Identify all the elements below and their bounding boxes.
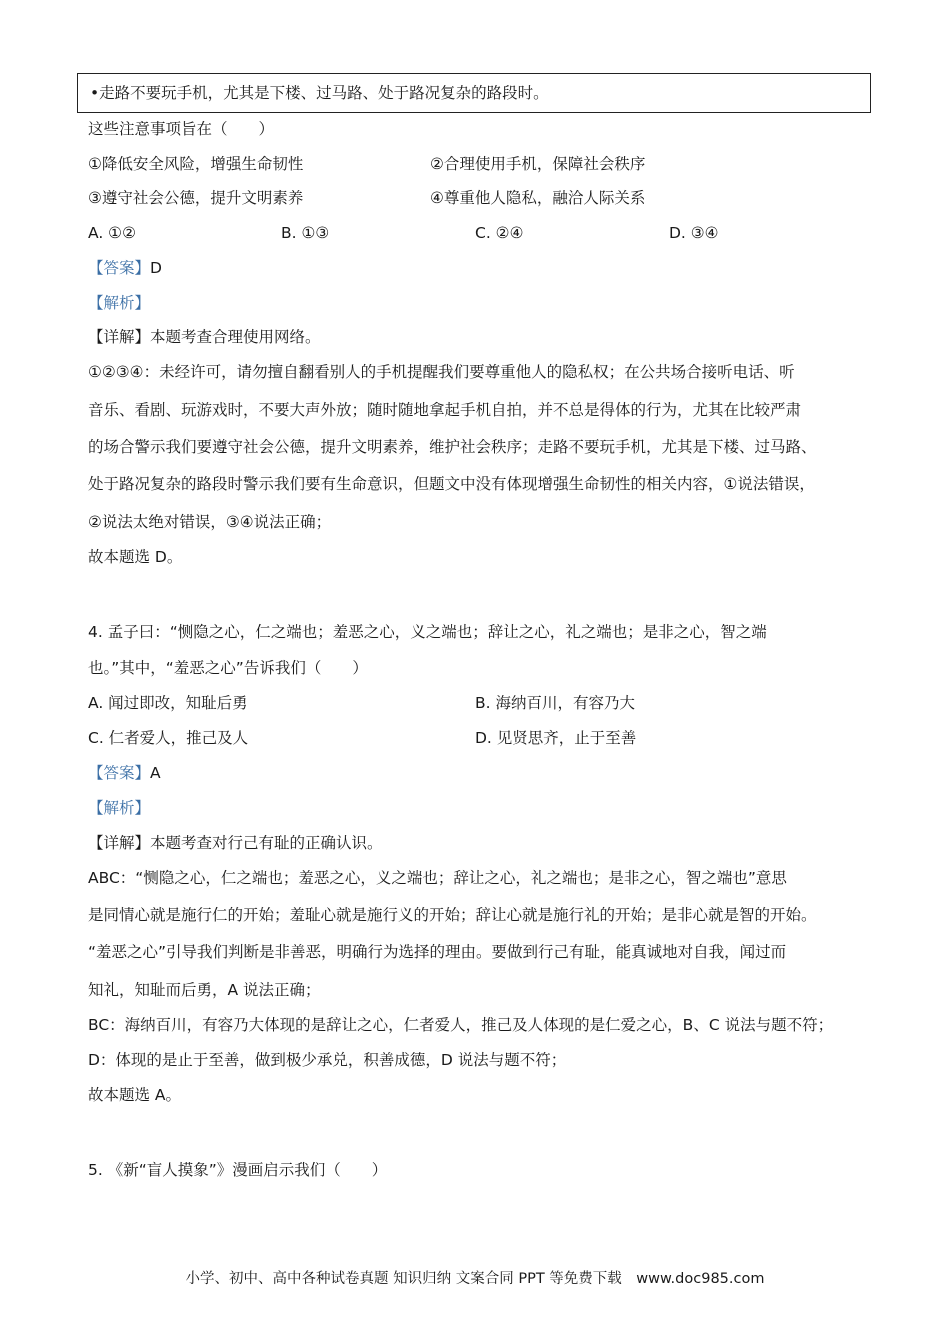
q3-explanation-line-2: 音乐、看剧、玩游戏时，不要大声外放；随时随地拿起手机自拍，并不总是得体的行为，尤其在比较严肃	[88, 401, 802, 419]
q3-statement-3: ③遵守社会公德，提升文明素养	[88, 189, 304, 207]
q4-explanation-line-2: 是同情心就是施行仁的开始；羞耻心就是施行义的开始；辞让心就是施行礼的开始；是非心就是智的开始。	[88, 906, 817, 924]
quoted-box	[77, 73, 871, 113]
q5-stem: 5. 《新“盲人摸象”》漫画启示我们（ ）	[88, 1161, 388, 1179]
q3-option-c: C. ②④	[475, 224, 524, 242]
q3-statement-1: ①降低安全风险，增强生命韧性	[88, 155, 304, 173]
q3-conclusion: 故本题选 D。	[88, 548, 183, 566]
q4-explanation-line-5: BC：海纳百川，有容乃大体现的是辞让之心，仁者爱人，推己及人体现的是仁爱之心，B、C 说法与题不符；	[88, 1016, 834, 1034]
q4-stem-line-2: 也。”其中，“羞恶之心”告诉我们（ ）	[88, 659, 368, 677]
q3-analysis-label: 【解析】	[88, 294, 151, 312]
q3-stem: 这些注意事项旨在（ ）	[88, 120, 275, 138]
q4-conclusion: 故本题选 A。	[88, 1086, 182, 1104]
q3-explanation-line-5: ②说法太绝对错误，③④说法正确；	[88, 513, 332, 531]
q3-explanation-line-4: 处于路况复杂的路段时警示我们要有生命意识，但题文中没有体现增强生命韧性的相关内容，①说法错误，	[88, 475, 815, 493]
box-text: •走路不要玩手机，尤其是下楼、过马路、处于路况复杂的路段时。	[90, 84, 549, 102]
q3-answer-value: D	[150, 259, 162, 277]
q3-option-b: B. ①③	[281, 224, 330, 242]
q4-stem-line-1: 4. 孟子曰：“恻隐之心，仁之端也；羞恶之心，义之端也；辞让之心，礼之端也；是非之心，智之端	[88, 623, 767, 641]
q3-explanation-line-3: 的场合警示我们要遵守社会公德，提升文明素养，维护社会秩序；走路不要玩手机，尤其是下楼、过马路、	[88, 438, 817, 456]
q4-analysis-label: 【解析】	[88, 799, 151, 817]
q4-explanation-line-1: ABC：“恻隐之心，仁之端也；羞恶之心，义之端也；辞让之心，礼之端也；是非之心，智之端也”意思	[88, 869, 787, 887]
q3-option-a: A. ①②	[88, 224, 136, 242]
q4-option-a: A. 闻过即改，知耻后勇	[88, 694, 248, 712]
q3-detail: 【详解】本题考查合理使用网络。	[88, 328, 321, 346]
q4-option-b: B. 海纳百川，有容乃大	[475, 694, 635, 712]
q3-explanation-line-1: ①②③④：未经许可，请勿擅自翻看别人的手机提醒我们要尊重他人的隐私权；在公共场合接听电话、听	[88, 363, 795, 381]
q4-explanation-line-4: 知礼，知耻而后勇，A 说法正确；	[88, 981, 321, 999]
q4-answer-value: A	[150, 764, 161, 782]
q4-answer	[88, 762, 161, 784]
q3-statement-2: ②合理使用手机，保障社会秩序	[430, 155, 646, 173]
q3-answer-label: 【答案】	[88, 259, 151, 277]
q3-statement-4: ④尊重他人隐私，融洽人际关系	[430, 189, 646, 207]
page-footer: 小学、初中、高中各种试卷真题 知识归纳 文案合同 PPT 等免费下载 www.doc985.com	[185, 1271, 765, 1287]
q4-option-d: D. 见贤思齐，止于至善	[475, 729, 637, 747]
q4-detail: 【详解】本题考查对行己有耻的正确认识。	[88, 834, 383, 852]
q4-answer-label: 【答案】	[88, 764, 151, 782]
q4-explanation-line-6: D：体现的是止于至善，做到极少承兑，积善成德，D 说法与题不符；	[88, 1051, 567, 1069]
q4-explanation-line-3: “羞恶之心”引导我们判断是非善恶，明确行为选择的理由。要做到行己有耻，能真诚地对自我，闻过而	[88, 943, 787, 961]
q3-option-d: D. ③④	[669, 224, 719, 242]
q4-option-c: C. 仁者爱人，推己及人	[88, 729, 249, 747]
q3-answer	[88, 257, 162, 279]
